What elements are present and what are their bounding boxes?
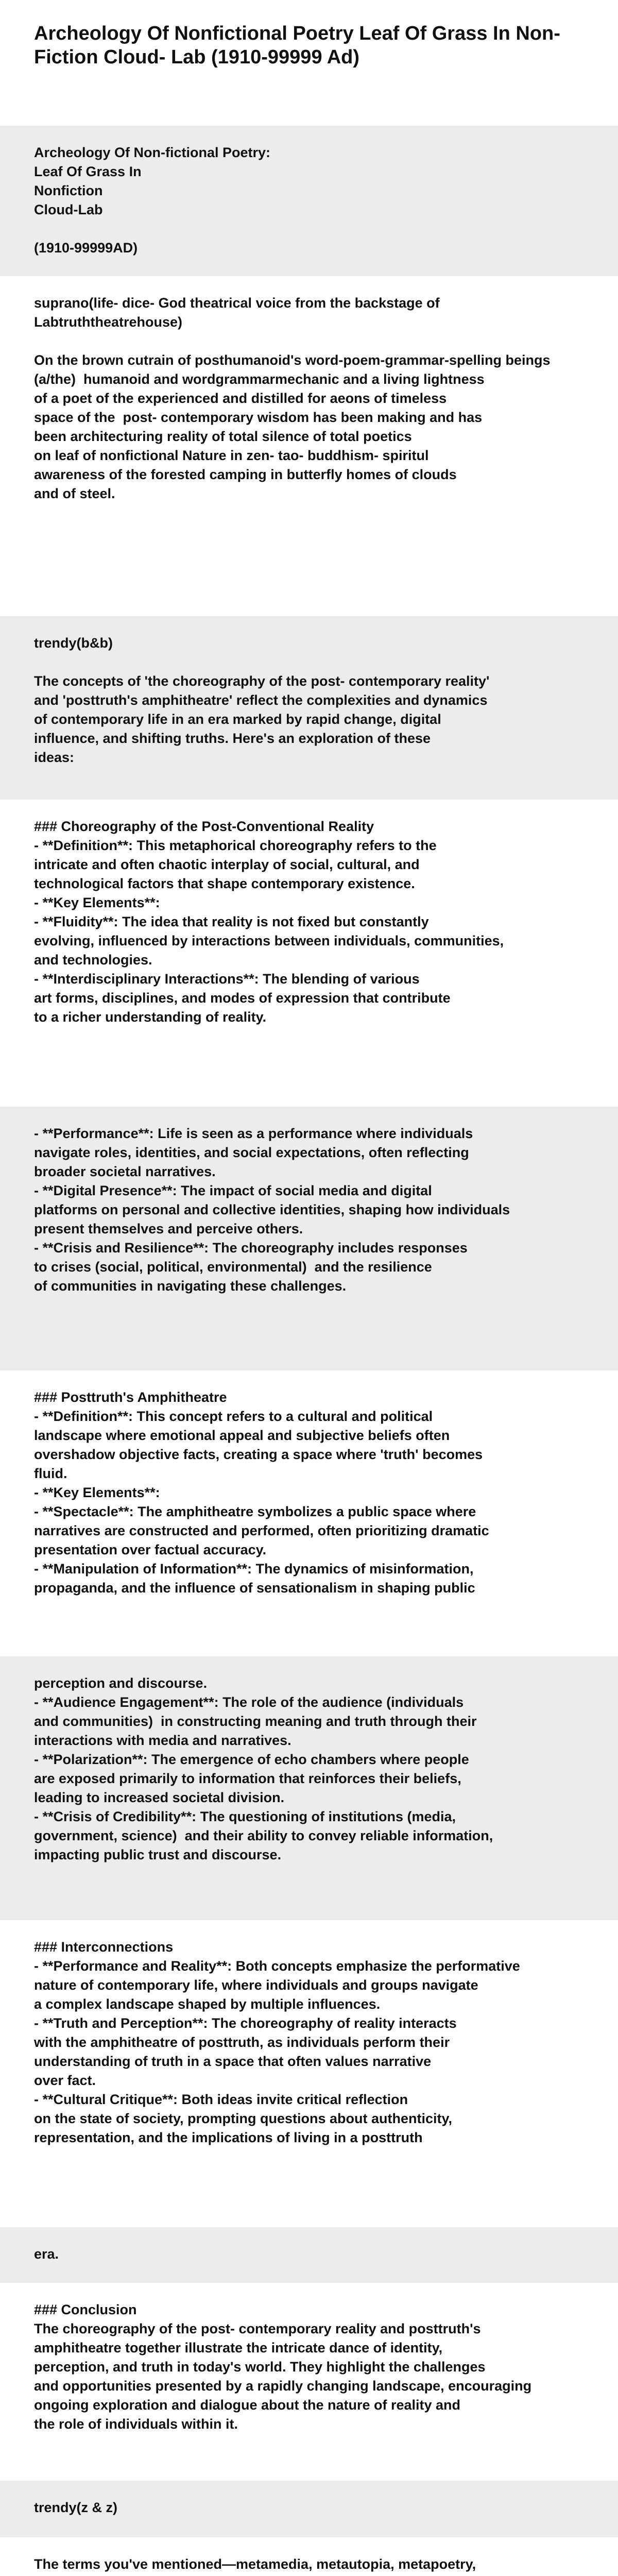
stanza-block xyxy=(0,2537,618,2576)
poem-line: the role of individuals within it. xyxy=(34,2416,238,2432)
stanza-block xyxy=(0,2481,618,2537)
poem-line: understanding of truth in a space that often values narrative xyxy=(34,2054,432,2069)
stanza-block xyxy=(0,1107,618,1370)
poem-line: ### Choreography of the Post-Conventional Reality xyxy=(34,819,374,834)
poem-line: ongoing exploration and dialogue about the nature of reality and xyxy=(34,2397,461,2413)
poem-line: evolving, influenced by interactions between individuals, communities, xyxy=(34,933,504,948)
poem-line: trendy(z & z) xyxy=(34,2500,117,2515)
poem-line: representation, and the implications of living in a posttruth xyxy=(34,2130,423,2145)
poem-line: platforms on personal and collective identities, shaping how individuals xyxy=(34,1202,510,1217)
poem-line: - **Cultural Critique**: Both ideas invite critical reflection xyxy=(34,2092,408,2107)
poem-line: - **Definition**: This concept refers to a cultural and political xyxy=(34,1409,433,1424)
poem-line: broader societal narratives. xyxy=(34,1164,216,1179)
poem-line: and 'posttruth's amphitheatre' reflect the complexities and dynamics xyxy=(34,692,488,708)
stanza-block xyxy=(0,276,618,616)
poem-line: with the amphitheatre of posttruth, as individuals perform their xyxy=(34,2035,450,2050)
poem-line: been architecturing reality of total silence of total poetics xyxy=(34,429,412,444)
poem-line: navigate roles, identities, and social expectations, often reflecting xyxy=(34,1145,469,1160)
poem-line: (1910-99999AD) xyxy=(34,240,138,256)
stanza-block xyxy=(0,126,618,276)
poem-line: The choreography of the post- contemporary reality and posttruth's xyxy=(34,2321,481,2336)
poem-line: present themselves and perceive others. xyxy=(34,1221,303,1236)
poem-line: influence, and shifting truths. Here's an exploration of these xyxy=(34,731,431,746)
poem-line: technological factors that shape contemporary existence. xyxy=(34,876,415,891)
poem-line: intricate and often chaotic interplay of social, cultural, and xyxy=(34,857,420,872)
poem-line: and technologies. xyxy=(34,952,152,968)
poem-line: trendy(b&b) xyxy=(34,635,113,651)
poem-line: are exposed primarily to information that reinforces their beliefs, xyxy=(34,1771,461,1786)
poem-line: perception and discourse. xyxy=(34,1675,208,1691)
poem-line: on the state of society, prompting questions about authenticity, xyxy=(34,2111,453,2126)
poem-line: - **Truth and Perception**: The choreography of reality interacts xyxy=(34,2015,457,2031)
poem-line: of a poet of the experienced and distilled for aeons of timeless xyxy=(34,391,447,406)
poem-line: and of steel. xyxy=(34,486,115,501)
poem-line: narratives are constructed and performed, often prioritizing dramatic xyxy=(34,1523,489,1538)
poem-line: - **Performance**: Life is seen as a performance where individuals xyxy=(34,1126,473,1141)
poem-line: art forms, disciplines, and modes of expression that contribute xyxy=(34,990,451,1006)
stanza-block xyxy=(0,1656,618,1920)
poem-line: awareness of the forested camping in butterfly homes of clouds xyxy=(34,467,457,482)
poem-line: - **Crisis of Credibility**: The questioning of institutions (media, xyxy=(34,1809,456,1824)
poem-line: of contemporary life in an era marked by rapid change, digital xyxy=(34,711,441,727)
stanza-block xyxy=(0,616,618,800)
poem-line: a complex landscape shaped by multiple influences. xyxy=(34,1996,381,2012)
poem-line: to crises (social, political, environmental) and the resilience xyxy=(34,1259,432,1275)
poem-line: over fact. xyxy=(34,2073,96,2088)
poem-line xyxy=(34,653,584,672)
poem-line: - **Polarization**: The emergence of echo chambers where people xyxy=(34,1752,469,1767)
poem-line: - **Key Elements**: xyxy=(34,1485,160,1500)
poem-line: - **Digital Presence**: The impact of social media and digital xyxy=(34,1183,432,1198)
poem-line: - **Fluidity**: The idea that reality is not fixed but constantly xyxy=(34,914,429,929)
poem-line: perception, and truth in today's world. They highlight the challenges xyxy=(34,2359,486,2375)
poem-line: presentation over factual accuracy. xyxy=(34,1542,267,1557)
poem-line: - **Spectacle**: The amphitheatre symbolizes a public space where xyxy=(34,1504,476,1519)
page-title: Archeology Of Nonfictional Poetry Leaf Of Grass In Non- Fiction Cloud- Lab (1910-99999 Ad) xyxy=(34,23,560,68)
poem-line: overshadow objective facts, creating a space where 'truth' becomes xyxy=(34,1447,483,1462)
poem-line: The concepts of 'the choreography of the post- contemporary reality' xyxy=(34,673,490,689)
poem-line: amphitheatre together illustrate the intricate dance of identity, xyxy=(34,2340,443,2355)
poem-line: Leaf Of Grass In xyxy=(34,164,142,179)
poem-line: leading to increased societal division. xyxy=(34,1790,285,1805)
stanza-block xyxy=(0,800,618,1107)
poem-line: nature of contemporary life, where individuals and groups navigate xyxy=(34,1977,478,1993)
poem-line: era. xyxy=(34,2246,59,2262)
poem-line xyxy=(34,332,584,351)
poem-line: ### Posttruth's Amphitheatre xyxy=(34,1389,227,1405)
poem-line: impacting public trust and discourse. xyxy=(34,1847,282,1862)
poem-line: (a/the) humanoid and wordgrammarmechanic and a living lightness xyxy=(34,371,485,387)
poem-line: Cloud-Lab xyxy=(34,202,103,217)
stanza-block xyxy=(0,2283,618,2481)
stanza-block xyxy=(0,2227,618,2283)
stanza-block xyxy=(0,1920,618,2227)
poem-line xyxy=(34,219,584,239)
poem-line: on leaf of nonfictional Nature in zen- tao- buddhism- spiritul xyxy=(34,448,429,463)
poem-line xyxy=(34,2574,584,2576)
poem-line: - **Audience Engagement**: The role of the audience (individuals xyxy=(34,1694,464,1710)
poem-line: The terms you've mentioned—metamedia, metautopia, metapoetry, xyxy=(34,2556,476,2572)
stanza-block xyxy=(0,1370,618,1656)
poem-line: government, science) and their ability to convey reliable information, xyxy=(34,1828,493,1843)
poem-line: Archeology Of Non-fictional Poetry: xyxy=(34,145,271,160)
poem-line: suprano(life- dice- God theatrical voice from the backstage of xyxy=(34,295,440,311)
poem-line: space of the post- contemporary wisdom has been making and has xyxy=(34,410,483,425)
poem-line: fluid. xyxy=(34,1466,67,1481)
poem-line: ### Interconnections xyxy=(34,1939,174,1955)
poem-line: Labtruththeatrehouse) xyxy=(34,314,183,330)
poem-line: - **Key Elements**: xyxy=(34,895,160,910)
poem-line: On the brown cutrain of posthumanoid's word-poem-grammar-spelling beings xyxy=(34,352,551,368)
poem-line: ideas: xyxy=(34,750,75,765)
poem-line: landscape where emotional appeal and subjective beliefs often xyxy=(34,1428,450,1443)
poem-line: and opportunities presented by a rapidly changing landscape, encouraging xyxy=(34,2378,532,2394)
poem-line: interactions with media and narratives. xyxy=(34,1733,291,1748)
poem-line: Nonfiction xyxy=(34,183,103,198)
poem-line: ### Conclusion xyxy=(34,2302,137,2317)
poem-line: - **Manipulation of Information**: The dynamics of misinformation, xyxy=(34,1561,474,1577)
poem-line: propaganda, and the influence of sensationalism in shaping public xyxy=(34,1580,475,1596)
poem-line: and communities) in constructing meaning and truth through their xyxy=(34,1714,477,1729)
poem-line: of communities in navigating these challenges. xyxy=(34,1278,347,1294)
poem-line: - **Crisis and Resilience**: The choreography includes responses xyxy=(34,1240,468,1256)
poem-line: to a richer understanding of reality. xyxy=(34,1009,267,1025)
poem-line: - **Definition**: This metaphorical choreography refers to the xyxy=(34,838,437,853)
poem-line: - **Performance and Reality**: Both concepts emphasize the performative xyxy=(34,1958,520,1974)
poem-line: - **Interdisciplinary Interactions**: The blending of various xyxy=(34,971,420,987)
